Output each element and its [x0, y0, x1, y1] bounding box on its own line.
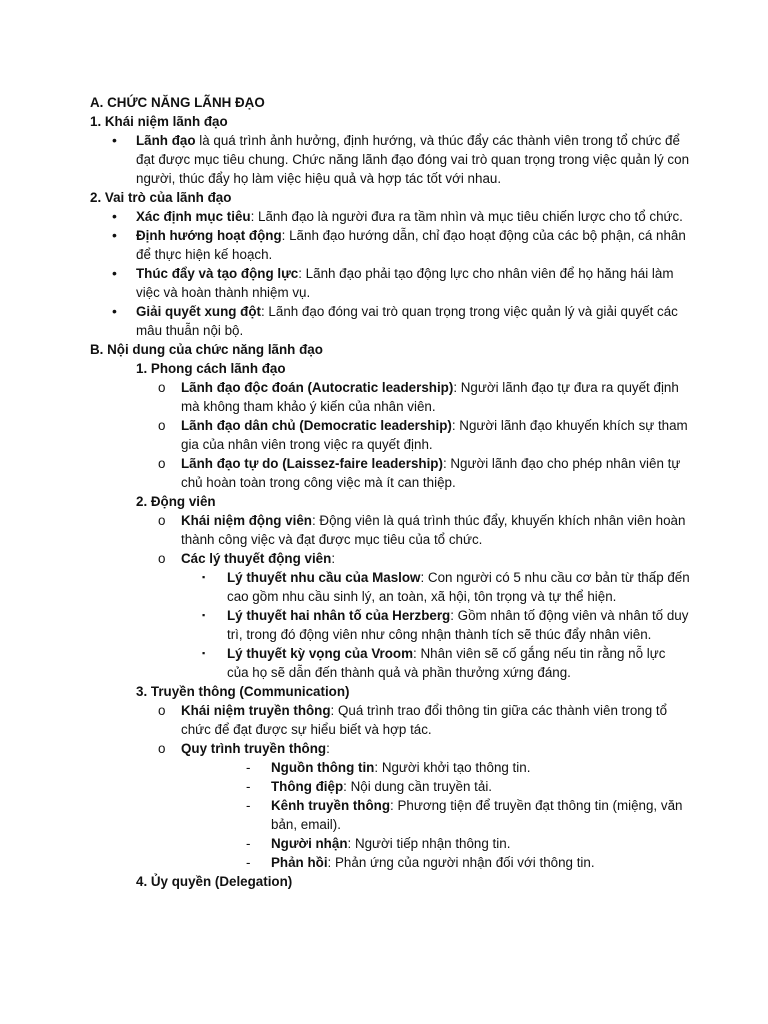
bullet-marker: • [112, 303, 117, 319]
item-term: Quy trình truyền thông [181, 741, 327, 756]
item-term: Nguồn thông tin [271, 760, 375, 775]
item-text: : Quá trình trao đổi thông tin giữa các thành viên trong tổ chức để đạt được sự hiểu biết và hợp tác. [181, 703, 668, 737]
bullet-marker: • [112, 265, 117, 281]
item-text: : Người tiếp nhận thông tin. [347, 836, 511, 851]
item-term: Xác định mục tiêu [136, 209, 251, 224]
item-term: Thúc đẩy và tạo động lực [136, 266, 299, 281]
list-item [90, 739, 690, 758]
dash-marker: - [246, 760, 251, 775]
list-item [90, 644, 690, 682]
item-text: : Nhân viên sẽ cố gắng nếu tin rằng nỗ lực của họ sẽ dẫn đến thành quả và phần thưởng xứng đáng. [227, 646, 666, 680]
item-text: : Lãnh đạo hướng dẫn, chỉ đạo hoạt động của các bộ phận, cá nhân để thực hiện kế hoạch. [136, 228, 686, 262]
bullet-marker: • [112, 208, 117, 224]
list-item [90, 568, 690, 606]
item-term: Định hướng hoạt động [136, 228, 282, 243]
circle-marker: o [158, 380, 166, 395]
list-item [90, 302, 690, 340]
list-item [90, 701, 690, 739]
list-item [90, 796, 690, 834]
item-term: Thông điệp [271, 779, 344, 794]
item-term: Lãnh đạo dân chủ (Democratic leadership) [181, 418, 452, 433]
item-term: Các lý thuyết động viên [181, 551, 332, 566]
list-item [90, 549, 690, 568]
square-marker: ▪ [202, 648, 206, 658]
document-body [90, 93, 690, 891]
item-text: : Người khởi tạo thông tin. [374, 760, 531, 775]
item-text: : Lãnh đạo là người đưa ra tầm nhìn và mục tiêu chiến lược cho tổ chức. [250, 209, 683, 224]
item-text: : Người lãnh đạo cho phép nhân viên tự chủ hoàn toàn trong công việc mà ít can thiệp. [181, 456, 681, 490]
item-text: : Lãnh đạo phải tạo động lực cho nhân viên để họ hăng hái làm việc và hoàn thành nhiệm vụ. [136, 266, 674, 300]
circle-marker: o [158, 703, 166, 718]
list-item [90, 777, 690, 796]
item-term: Phản hồi [271, 855, 328, 870]
list-item [90, 226, 690, 264]
section-a-heading: A. CHỨC NĂNG LÃNH ĐẠO [90, 95, 265, 110]
circle-marker: o [158, 741, 166, 756]
dash-marker: - [246, 798, 251, 813]
list-item [90, 416, 690, 454]
part-4-heading: 4. Ủy quyền (Delegation) [136, 874, 293, 889]
circle-marker: o [158, 513, 166, 528]
list-item [90, 606, 690, 644]
item-term: Khái niệm động viên [181, 513, 312, 528]
item-text: : Phương tiện để truyền đạt thông tin (miệng, văn bản, email). [271, 798, 683, 832]
item-term: Giải quyết xung đột [136, 304, 261, 319]
item-text: : Con người có 5 nhu cầu cơ bản từ thấp đến cao gồm nhu cầu sinh lý, an toàn, xã hội, tôn trọng và tự thể hiện. [227, 570, 690, 604]
dash-marker: - [246, 855, 251, 870]
dash-marker: - [246, 836, 251, 851]
item-text: : Phản ứng của người nhận đối với thông tin. [327, 855, 595, 870]
item-text: : Người lãnh đạo khuyến khích sự tham gia của nhân viên trong việc ra quyết định. [181, 418, 688, 452]
item-term: Lãnh đạo [136, 133, 196, 148]
subsection-2-heading: 2. Vai trò của lãnh đạo [90, 190, 232, 205]
part-3-heading: 3. Truyền thông (Communication) [136, 684, 350, 699]
circle-marker: o [158, 418, 166, 433]
item-text: : Động viên là quá trình thúc đẩy, khuyến khích nhân viên hoàn thành công việc và đạt được mục tiêu của tổ chức. [181, 513, 686, 547]
item-text: : [331, 551, 336, 566]
item-term: Khái niệm truyền thông [181, 703, 331, 718]
item-term: Lý thuyết hai nhân tố của Herzberg [227, 608, 451, 623]
list-item [90, 853, 690, 872]
item-text: : [326, 741, 330, 756]
list-item [90, 207, 690, 226]
part-2-heading: 2. Động viên [136, 494, 216, 509]
list-item [90, 264, 690, 302]
list-item [90, 758, 690, 777]
item-term: Lãnh đạo độc đoán (Autocratic leadership) [181, 380, 454, 395]
list-item [90, 378, 690, 416]
part-1-heading: 1. Phong cách lãnh đạo [136, 361, 286, 376]
bullet-marker: • [112, 132, 117, 148]
item-text: : Lãnh đạo đóng vai trò quan trọng trong việc quản lý và giải quyết các mâu thuẫn nội bộ. [136, 304, 678, 338]
item-text: : Người lãnh đạo tự đưa ra quyết định mà không tham khảo ý kiến của nhân viên. [181, 380, 679, 414]
dash-marker: - [246, 779, 251, 794]
item-term: Kênh truyền thông [271, 798, 391, 813]
list-item [90, 454, 690, 492]
item-text: là quá trình ảnh hưởng, định hướng, và thúc đẩy các thành viên trong tổ chức để đạt được mục tiêu chung. Chức năng lãnh đạo đóng vai trò quan trọng trong việc quản lý con người, thúc đẩy họ làm việc hiệu quả và hợp tác tốt với nhau. [136, 133, 690, 186]
bullet-marker: • [112, 227, 117, 243]
item-term: Người nhận [271, 836, 348, 851]
subsection-1-heading: 1. Khái niệm lãnh đạo [90, 114, 228, 129]
square-marker: ▪ [202, 610, 206, 620]
circle-marker: o [158, 456, 166, 471]
list-item [90, 511, 690, 549]
section-b-heading: B. Nội dung của chức năng lãnh đạo [90, 342, 323, 357]
list-item [90, 834, 690, 853]
square-marker: ▪ [202, 572, 206, 582]
item-term: Lãnh đạo tự do (Laissez-faire leadership) [181, 456, 443, 471]
circle-marker: o [158, 551, 166, 566]
item-text: : Nội dung cần truyền tải. [343, 779, 493, 794]
item-term: Lý thuyết nhu cầu của Maslow [227, 570, 421, 585]
item-term: Lý thuyết kỳ vọng của Vroom [227, 646, 414, 661]
item-text: : Gồm nhân tố động viên và nhân tố duy trì, trong đó động viên như công nhận thành tích sẽ thúc đẩy nhân viên. [227, 608, 689, 642]
list-item [90, 131, 690, 188]
